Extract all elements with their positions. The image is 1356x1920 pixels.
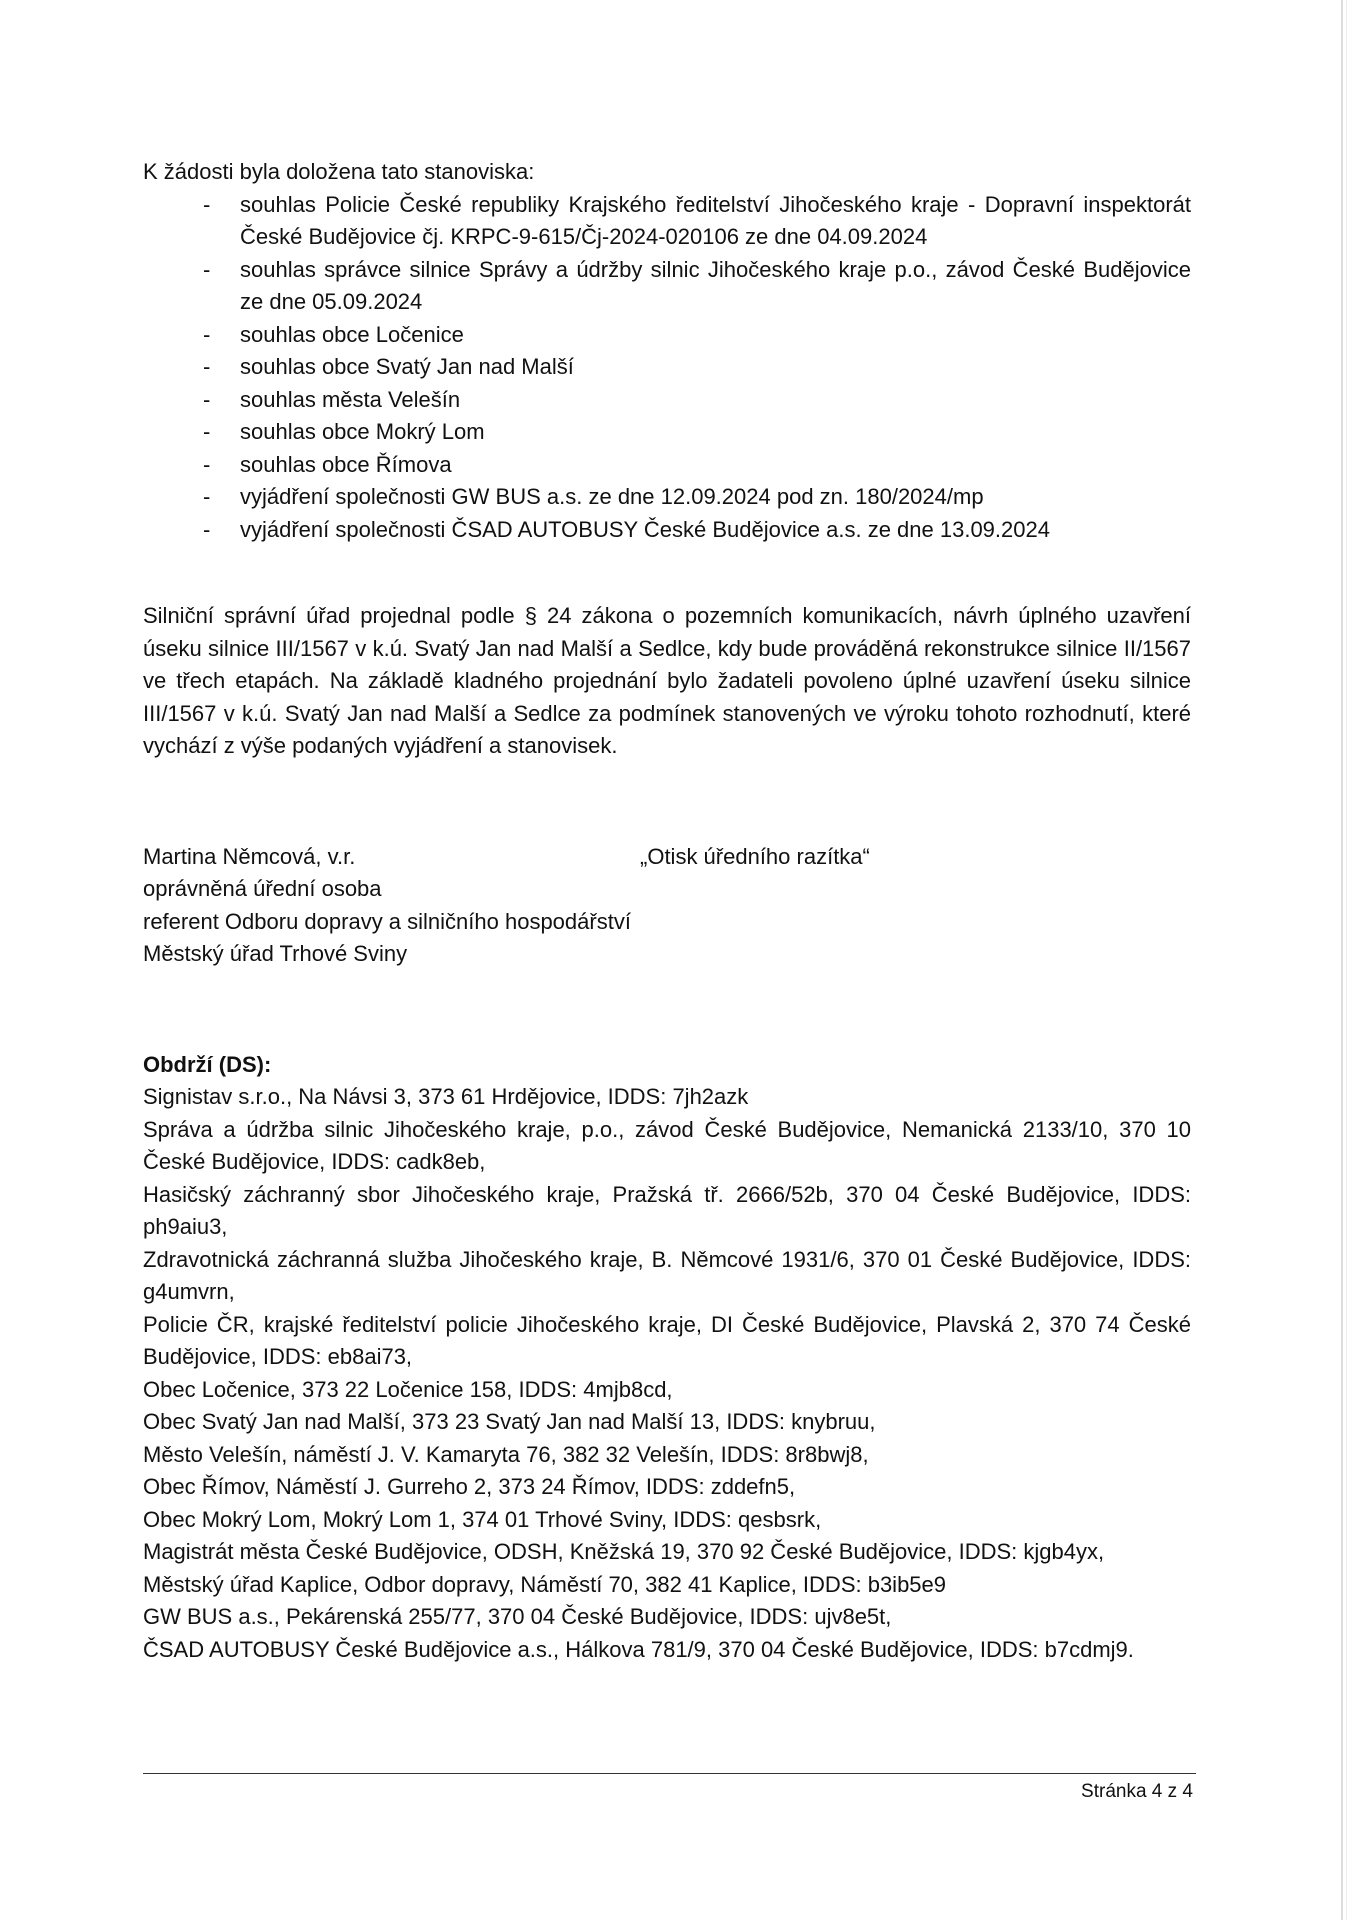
- recipient-item: Obec Římov, Náměstí J. Gurreho 2, 373 24 Římov, IDDS: zddefn5,: [143, 1474, 796, 1499]
- list-item: [143, 319, 1191, 352]
- recipient-item: Obec Svatý Jan nad Malší, 373 23 Svatý Jan nad Malší 13, IDDS: knybruu,: [143, 1409, 876, 1434]
- recipient-item: Hasičský záchranný sbor Jihočeského kraje, Pražská tř. 2666/52b, 370 04 České Budějovice, IDDS: ph9aiu3,: [143, 1181, 1191, 1239]
- document-body: [143, 156, 1191, 1666]
- opinions-intro: K žádosti byla doložena tato stanoviska:: [143, 159, 535, 184]
- list-item: [143, 416, 1191, 449]
- signatory-office: Městský úřad Trhové Sviny: [143, 941, 408, 966]
- list-dash: -: [203, 484, 211, 509]
- list-item: [143, 514, 1191, 547]
- recipient-item: Městský úřad Kaplice, Odbor dopravy, Náměstí 70, 382 41 Kaplice, IDDS: b3ib5e9: [143, 1571, 947, 1597]
- list-dash: -: [203, 256, 211, 282]
- stamp-note: „Otisk úředního razítka“: [640, 843, 870, 869]
- list-item: [143, 384, 1191, 417]
- list-item: [143, 189, 1191, 254]
- list-dash: -: [203, 451, 211, 477]
- list-item: [143, 254, 1191, 319]
- list-dash: -: [203, 191, 211, 217]
- recipient-item: Magistrát města České Budějovice, ODSH, Kněžská 19, 370 92 České Budějovice, IDDS: kjgb4yx,: [143, 1539, 1105, 1564]
- recipient-item: Správa a údržba silnic Jihočeského kraje, p.o., závod České Budějovice, Nemanická 2133/10, 370 10 České Budějovice, IDDS: cadk8eb,: [143, 1116, 1191, 1174]
- list-item-text: vyjádření společnosti GW BUS a.s. ze dne 12.09.2024 pod zn. 180/2024/mp: [240, 484, 984, 509]
- list-item: [143, 351, 1191, 384]
- decision-paragraph: Silniční správní úřad projednal podle § 24 zákona o pozemních komunikacích, návrh úplného uzavření úseku silnice III/1567 v k.ú. Svatý Jan nad Malší a Sedlce, kdy bude prováděná rekonstrukce silnice II/1567 ve třech etapách. Na základě kladného projednání bylo žadateli povoleno úplné uzavření úseku silnice III/1567 v k.ú. Svatý Jan nad Malší a Sedlce za podmínek stanovených ve výroku tohoto rozhodnutí, které vychází z výše podaných vyjádření a stanovisek.: [143, 603, 1191, 758]
- list-item-text: souhlas města Velešín: [240, 386, 461, 412]
- recipient-item: Policie ČR, krajské ředitelství policie Jihočeského kraje, DI České Budějovice, Plavská 2, 370 74 České Budějovice, IDDS: eb8ai73,: [143, 1311, 1191, 1369]
- recipient-item: Město Velešín, náměstí J. V. Kamaryta 76, 382 32 Velešín, IDDS: 8r8bwj8,: [143, 1441, 869, 1467]
- scan-edge-secondary: [1346, 0, 1347, 1920]
- list-item-text: souhlas Policie České republiky Krajského ředitelství Jihočeského kraje - Dopravní inspektorát České Budějovice čj. KRPC-9-615/Čj-2024-020106 ze dne 04.09.2024: [240, 191, 1191, 249]
- recipients-title: Obdrží (DS):: [143, 1051, 272, 1077]
- list-item: [143, 449, 1191, 482]
- recipient-item: Zdravotnická záchranná služba Jihočeského kraje, B. Němcové 1931/6, 370 01 České Budějovice, IDDS: g4umvrn,: [143, 1246, 1191, 1304]
- list-dash: -: [203, 386, 211, 412]
- recipient-item: Obec Mokrý Lom, Mokrý Lom 1, 374 01 Trhové Sviny, IDDS: qesbsrk,: [143, 1506, 822, 1532]
- signature-block: [143, 841, 1191, 971]
- list-item-text: vyjádření společnosti ČSAD AUTOBUSY České Budějovice a.s. ze dne 13.09.2024: [240, 516, 1050, 542]
- list-item-text: souhlas obce Svatý Jan nad Malší: [240, 354, 574, 379]
- recipient-item: Obec Ločenice, 373 22 Ločenice 158, IDDS: 4mjb8cd,: [143, 1376, 673, 1402]
- list-dash: -: [203, 419, 211, 444]
- signatory-role: oprávněná úřední osoba: [143, 876, 382, 901]
- recipients-list: [143, 1081, 1191, 1666]
- recipient-item: Signistav s.r.o., Na Návsi 3, 373 61 Hrdějovice, IDDS: 7jh2azk: [143, 1084, 749, 1109]
- opinions-list: [143, 189, 1191, 547]
- list-item: [143, 481, 1191, 514]
- page-number: Stránka 4 z 4: [1081, 1781, 1193, 1802]
- list-item-text: souhlas obce Ločenice: [240, 321, 464, 347]
- recipient-item: GW BUS a.s., Pekárenská 255/77, 370 04 České Budějovice, IDDS: ujv8e5t,: [143, 1604, 892, 1629]
- signatory-name: Martina Němcová, v.r.: [143, 843, 356, 869]
- list-item-text: souhlas obce Mokrý Lom: [240, 419, 485, 444]
- recipient-item: ČSAD AUTOBUSY České Budějovice a.s., Hálkova 781/9, 370 04 České Budějovice, IDDS: b7cdmj9.: [143, 1636, 1134, 1662]
- list-dash: -: [203, 516, 211, 542]
- list-dash: -: [203, 354, 211, 379]
- footer-rule: [143, 1773, 1196, 1774]
- scan-edge: [1341, 0, 1343, 1920]
- list-dash: -: [203, 321, 211, 347]
- list-item-text: souhlas správce silnice Správy a údržby silnic Jihočeského kraje p.o., závod České Budějovice ze dne 05.09.2024: [240, 256, 1191, 314]
- signatory-position: referent Odboru dopravy a silničního hospodářství: [143, 908, 631, 934]
- list-item-text: souhlas obce Římova: [240, 451, 452, 477]
